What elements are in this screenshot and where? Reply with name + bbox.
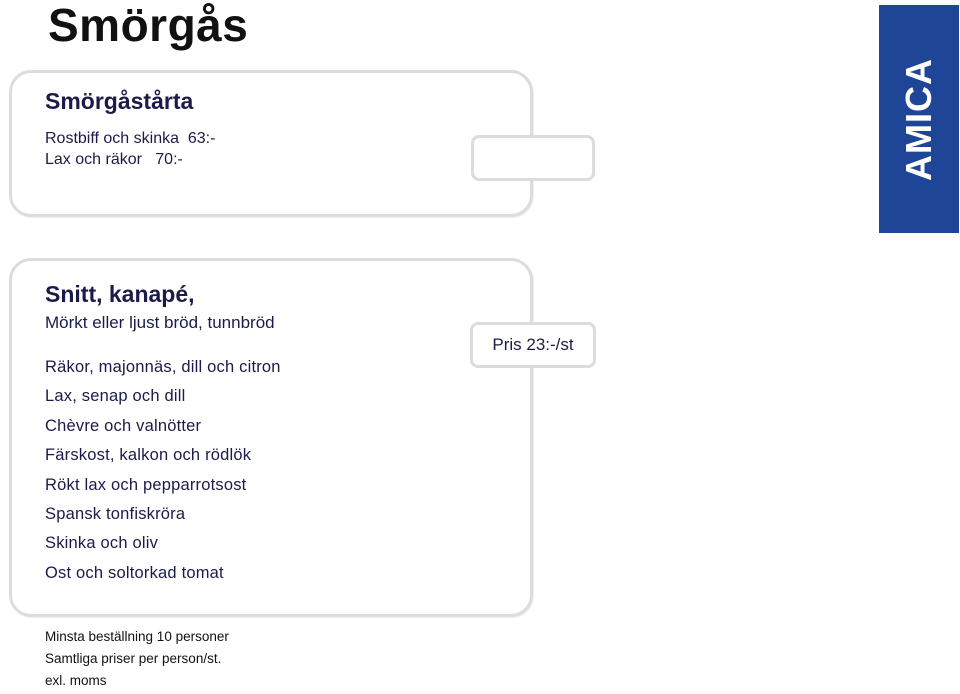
list-item: Rökt lax och pepparrotsost <box>45 475 247 494</box>
list-item: Skinka och oliv <box>45 534 159 553</box>
list-item: Chèvre och valnötter <box>45 416 202 435</box>
amica-logo <box>879 5 959 233</box>
list-item: Lax, senap och dill <box>45 387 186 406</box>
list-item: Färskost, kalkon och rödlök <box>45 446 252 465</box>
price-tab: Pris 23:-/st <box>470 322 596 368</box>
footer-line-3: exl. moms <box>45 673 107 688</box>
amica-logo-text: AMICA <box>898 58 939 181</box>
list-item: Spansk tonfiskröra <box>45 504 186 523</box>
smorgastarta-line-1: Rostbiff och skinka 63:- <box>45 130 216 147</box>
footer-notes <box>45 628 229 694</box>
page-title: Smörgås <box>48 0 249 51</box>
list-item: Ost och soltorkad tomat <box>45 563 224 582</box>
footer-line-2: Samtliga priser per person/st. <box>45 651 222 666</box>
smorgastarta-line-2: Lax och räkor 70:- <box>45 151 183 168</box>
list-item: Räkor, majonnäs, dill och citron <box>45 358 281 376</box>
smorgastarta-tab <box>471 135 595 181</box>
snitt-subheading: Mörkt eller ljust bröd, tunnbröd <box>45 313 275 332</box>
snitt-items-list <box>45 356 281 591</box>
snitt-heading: Snitt, kanapé, <box>45 281 195 307</box>
smorgastarta-heading: Smörgåstårta <box>45 88 194 114</box>
amica-logo-mark <box>879 5 959 233</box>
footer-line-1: Minsta beställning 10 personer <box>45 629 229 644</box>
